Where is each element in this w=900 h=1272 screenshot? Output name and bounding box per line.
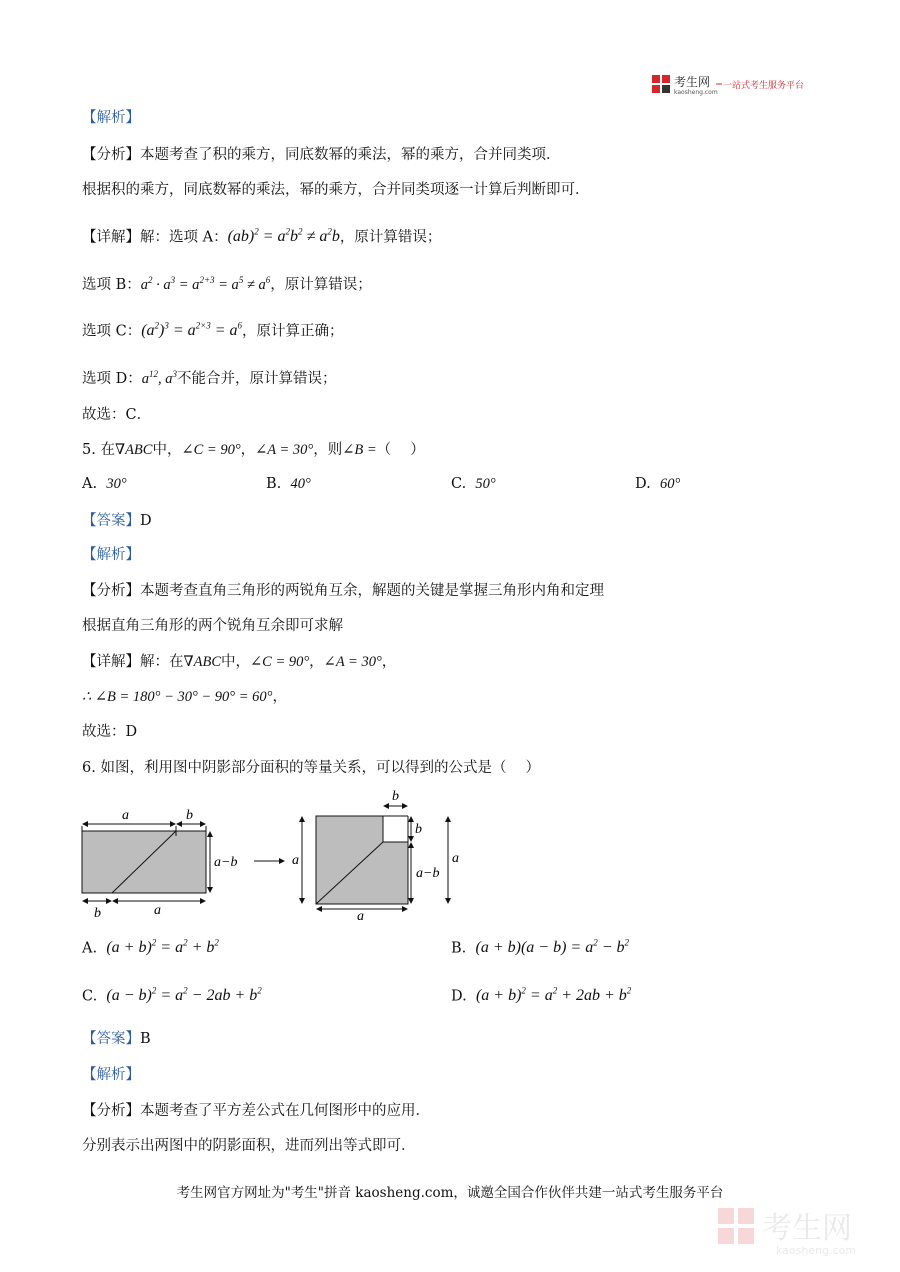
guxuan-2: 故选：D [82, 724, 138, 740]
label-a-right-bottom: a [357, 909, 364, 922]
guxuan-1: 故选：C． [82, 407, 152, 423]
label-amb-right: a−b [416, 866, 440, 881]
q6-option-a[interactable]: A. $(a + b)^2 = a^2 + b^2$ [82, 938, 219, 957]
label-a-top: a [122, 808, 129, 823]
watermark-logo [716, 1202, 886, 1258]
answer-5: 【答案】D [82, 513, 152, 529]
watermark-text: 考生网 [762, 1211, 852, 1246]
fenxi-2: 【分析】本题考查直角三角形的两锐角互余，解题的关键是掌握三角形内角和定理 [82, 583, 604, 599]
logo-slogan: 一站式考生服务平台 [723, 81, 805, 91]
basis-1: 根据积的乘方，同底数幂的乘法，幂的乘方，合并同类项逐一计算后判断即可． [82, 182, 590, 198]
option-b-line: 选项 B：$a^2 \cdot a^3 = a^{2+3} = a^5 \ne a^6$，原计算错误； [82, 275, 372, 293]
site-logo [652, 72, 817, 96]
q5-option-b[interactable]: B. 40° [266, 476, 311, 492]
question-6: 6. 如图，利用图中阴影部分面积的等量关系，可以得到的公式是（ ） [82, 760, 541, 776]
q6-option-c[interactable]: C. $(a - b)^2 = a^2 - 2ab + b^2$ [82, 986, 262, 1005]
formula-a: $(ab)^2 = a^2b^2 \ne a^2b$ [227, 227, 340, 246]
label-a-bottom: a [154, 903, 161, 918]
q5-option-d[interactable]: D. 60° [635, 476, 681, 492]
watermark-sub: kaosheng.com [776, 1244, 857, 1257]
answer-6: 【答案】B [82, 1031, 151, 1047]
xiangjie-1: 【详解】解：选项 A：$(ab)^2 = a^2b^2 \ne a^2b$，原计算错误； [82, 227, 442, 246]
q6-option-b[interactable]: B. $(a + b)(a - b) = a^2 - b^2$ [451, 938, 629, 957]
formula-d: $a^{12}$, $a^3$ [141, 369, 177, 387]
option-c-line: 选项 C：$(a^2)^3 = a^{2\times 3} = a^6$，原计算正确； [82, 321, 344, 340]
formula-b: $a^2 \cdot a^3 = a^{2+3} = a^5 \ne a^6$ [140, 275, 271, 293]
label-a-right-outer: a [452, 851, 459, 866]
geometry-figure [78, 786, 478, 922]
q5-option-a[interactable]: A. 30° [82, 476, 127, 492]
xiangjie-2: 【详解】解：在∇ABC中，∠C = 90°，∠A = 30°， [82, 654, 397, 670]
formula-c: $(a^2)^3 = a^{2\times 3} = a^6$ [141, 321, 243, 340]
fenxi-1: 【分析】本题考查了积的乘方，同底数幂的乘法，幂的乘方，合并同类项． [82, 147, 561, 163]
label-b-right-top: b [392, 789, 399, 804]
logo-text: 考生网 [674, 75, 711, 89]
option-d-line: 选项 D：$a^{12}$, $a^3$不能合并，原计算错误； [82, 369, 337, 387]
label-amb-left: a−b [214, 855, 238, 870]
therefore-2: ∴ ∠B = 180° − 30° − 90° = 60°， [82, 689, 287, 705]
jiexi-heading-2: 【解析】 [82, 547, 140, 563]
label-b-bottom: b [94, 906, 101, 921]
label-b-top: b [186, 808, 193, 823]
label-a-left: a [292, 853, 299, 868]
basis-2: 根据直角三角形的两个锐角互余即可求解 [82, 618, 343, 634]
jiexi-heading-3: 【解析】 [82, 1067, 140, 1083]
q5-option-c[interactable]: C. 50° [451, 476, 496, 492]
fenxi-3: 【分析】本题考查了平方差公式在几何图形中的应用． [82, 1103, 430, 1119]
question-5: 5. 在∇ABC中，∠C = 90°，∠A = 30°，则∠B =（ ） [82, 442, 425, 458]
logo-sub: kaosheng.com [674, 89, 718, 96]
jiexi-heading-1: 【解析】 [82, 110, 140, 126]
label-b-right-side: b [415, 822, 422, 837]
footer-text: 考生网官方网址为"考生"拼音 kaosheng.com，诚邀全国合作伙伴共建一站式考生服务平台 [176, 1185, 724, 1201]
basis-3: 分别表示出两图中的阴影面积，进而列出等式即可． [82, 1138, 416, 1154]
q6-option-d[interactable]: D. $(a + b)^2 = a^2 + 2ab + b^2$ [451, 986, 632, 1005]
